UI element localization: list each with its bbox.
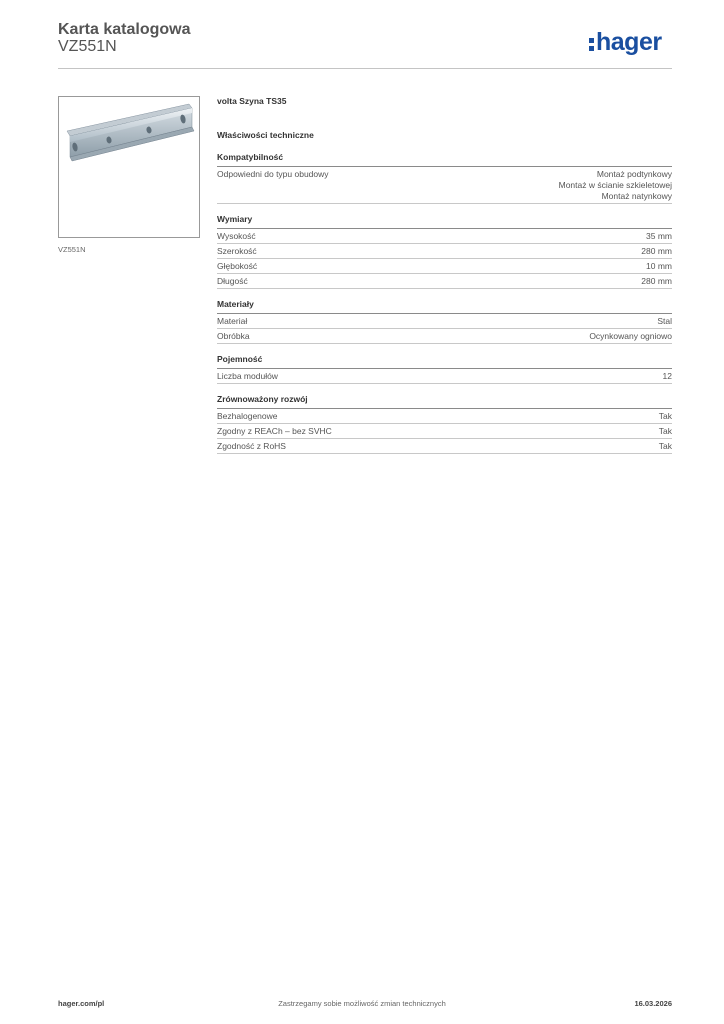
spec-value: 12 [662, 371, 672, 381]
spec-row [217, 259, 672, 274]
spec-label: Bezhalogenowe [217, 411, 278, 421]
section-title: Kompatybilność [217, 152, 672, 167]
spec-value: Ocynkowany ogniowo [589, 331, 672, 341]
spec-label: Długość [217, 276, 248, 286]
spec-label: Odpowiedni do typu obudowy [217, 169, 329, 179]
spec-value: Tak [658, 441, 672, 451]
logo-text: hager [596, 28, 662, 56]
spec-label: Głębokość [217, 261, 258, 271]
spec-value: Tak [658, 426, 672, 436]
product-code: VZ551N [58, 38, 117, 55]
properties-heading: Właściwości techniczne [217, 130, 314, 140]
product-image [58, 96, 200, 238]
spec-row [217, 369, 672, 384]
spec-value: 280 mm [641, 246, 672, 256]
section-title: Zrównoważony rozwój [217, 394, 672, 409]
spec-label: Zgodność z RoHS [217, 441, 286, 451]
spec-value: Montaż w ścianie szkieletowej [558, 180, 672, 190]
spec-row [217, 329, 672, 344]
footer-date: 16.03.2026 [634, 999, 672, 1008]
spec-content [217, 96, 672, 454]
spec-label: Materiał [217, 316, 248, 326]
footer-url[interactable]: hager.com/pl [58, 999, 105, 1008]
spec-row [217, 244, 672, 259]
spec-value: 280 mm [641, 276, 672, 286]
section-dimensions [217, 214, 672, 289]
logo-mark-icon [589, 34, 594, 52]
footer-notice: Zastrzegamy sobie możliwość zmian technicznych [278, 999, 446, 1008]
spec-value: Montaż natynkowy [601, 191, 672, 201]
din-rail-image [59, 97, 199, 237]
spec-value: Montaż podtynkowy [596, 169, 672, 179]
spec-label: Zgodny z REACh – bez SVHC [217, 426, 332, 436]
spec-row [217, 314, 672, 329]
spec-row [217, 409, 672, 424]
spec-row [217, 229, 672, 244]
section-sustainability [217, 394, 672, 454]
hager-logo[interactable] [589, 28, 662, 57]
product-name: volta Szyna TS35 [217, 96, 287, 106]
section-materials [217, 299, 672, 344]
header-divider [58, 68, 672, 69]
spec-label: Liczba modułów [217, 371, 278, 381]
spec-values [559, 169, 672, 202]
section-title: Wymiary [217, 214, 672, 229]
spec-label: Obróbka [217, 331, 250, 341]
spec-value: 35 mm [646, 231, 672, 241]
page-title: Karta katalogowa [58, 21, 191, 38]
spec-row [217, 167, 672, 204]
section-title: Materiały [217, 299, 672, 314]
section-title: Pojemność [217, 354, 672, 369]
section-capacity [217, 354, 672, 384]
spec-row [217, 439, 672, 454]
image-caption: VZ551N [58, 245, 86, 254]
spec-row [217, 424, 672, 439]
spec-label: Wysokość [217, 231, 256, 241]
spec-value: Tak [658, 411, 672, 421]
spec-value: 10 mm [646, 261, 672, 271]
spec-label: Szerokość [217, 246, 257, 256]
spec-row [217, 274, 672, 289]
spec-value: Stal [657, 316, 672, 326]
section-compatibility [217, 152, 672, 204]
